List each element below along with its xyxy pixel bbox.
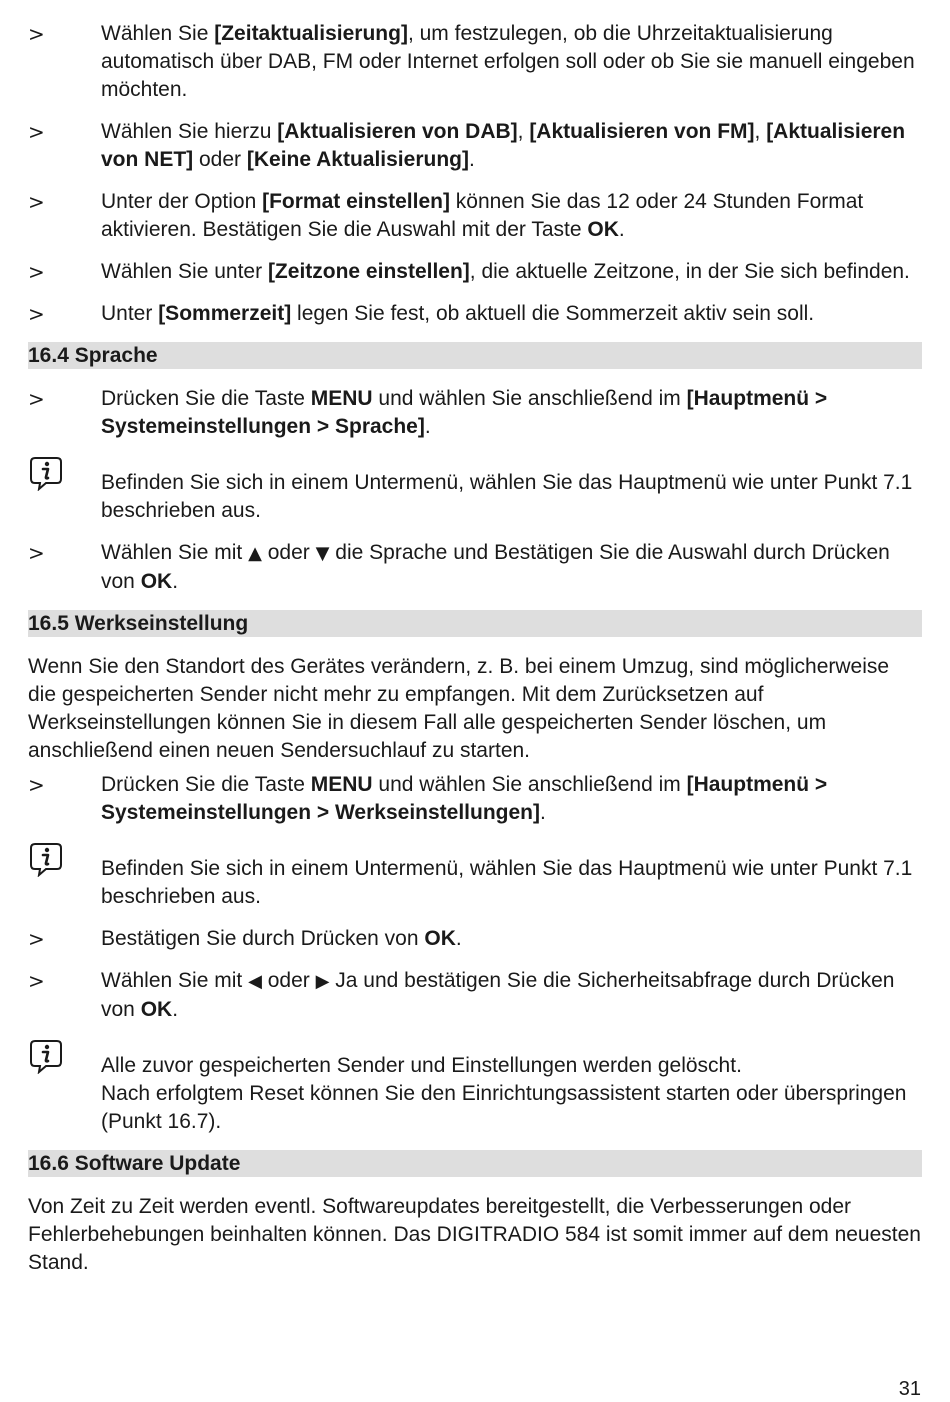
bullet-sommerzeit: > Unter [Sommerzeit] legen Sie fest, ob aktuell die Sommerzeit aktiv sein soll. bbox=[28, 302, 815, 326]
bullet-marker: > bbox=[28, 302, 45, 326]
triangle-down-icon: ▼ bbox=[315, 543, 330, 564]
bullet-marker: > bbox=[28, 773, 45, 797]
bullet-marker: > bbox=[28, 927, 45, 951]
info-icon bbox=[28, 1038, 48, 1074]
info-note-sprache: Befinden Sie sich in einem Untermenü, wählen Sie das Hauptmenü wie unter Punkt 7.1 beschrieben aus. bbox=[28, 455, 922, 525]
werkseinstellung-paragraph: Wenn Sie den Standort des Gerätes verändern, z. B. bei einem Umzug, sind möglicherweise die gespeicherten Sender nicht mehr zu empfangen. Mit dem Zurücksetzen auf Werkseinstellungen können Sie in diesem Fall alle gespeicherten Sender löschen, um anschließend einen neuen Sendersuchlauf zu starten. bbox=[28, 655, 890, 762]
section-heading-sprache: 16.4 Sprache bbox=[28, 342, 922, 369]
bullet-marker: > bbox=[28, 541, 45, 565]
section-heading-software-update: 16.6 Software Update bbox=[28, 1150, 922, 1177]
section-heading-werkseinstellung: 16.5 Werkseinstellung bbox=[28, 610, 922, 637]
bullet-sprache-menu: > Drücken Sie die Taste MENU und wählen Sie anschließend im [Hauptmenü > Systemeinstellungen > Sprache]. bbox=[28, 387, 828, 438]
software-update-paragraph: Von Zeit zu Zeit werden eventl. Softwareupdates bereitgestellt, die Verbesserungen oder Fehlerbehebungen beinhalten können. Das DIGITRADIO 584 ist somit immer auf dem neuesten Stand. bbox=[28, 1195, 921, 1274]
bullet-marker: > bbox=[28, 260, 45, 284]
bullet-marker: > bbox=[28, 120, 45, 144]
bullet-format-einstellen: > Unter der Option [Format einstellen] können Sie das 12 oder 24 Stunden Format aktivieren. Bestätigen Sie die Auswahl mit der Taste OK. bbox=[28, 190, 864, 241]
info-icon bbox=[28, 841, 48, 877]
bullet-marker: > bbox=[28, 190, 45, 214]
bullet-marker: > bbox=[28, 387, 45, 411]
bullet-werkseinstellung-ok: > Bestätigen Sie durch Drücken von OK. bbox=[28, 927, 462, 951]
info-note-reset: Alle zuvor gespeicherten Sender und Einstellungen werden gelöscht. Nach erfolgtem Reset können Sie den Einrichtungsassistent starten oder überspringen (Punkt 16.7). bbox=[28, 1038, 922, 1136]
manual-page bbox=[28, 20, 922, 1283]
bullet-aktualisieren-optionen: > Wählen Sie hierzu [Aktualisieren von DAB], [Aktualisieren von FM], [Aktualisieren von NET] oder [Keine Aktualisierung]. bbox=[28, 120, 906, 171]
bullet-werkseinstellung-ja: > Wählen Sie mit ◀ oder ▶ Ja und bestätigen Sie die Sicherheitsabfrage durch Drücken von OK. bbox=[28, 969, 895, 1021]
bullet-zeitzone: > Wählen Sie unter [Zeitzone einstellen], die aktuelle Zeitzone, in der Sie sich befinden. bbox=[28, 260, 910, 284]
bullet-werkseinstellung-menu: > Drücken Sie die Taste MENU und wählen Sie anschließend im [Hauptmenü > Systemeinstellungen > Werkseinstellungen]. bbox=[28, 773, 828, 824]
page-number: 31 bbox=[898, 1378, 921, 1400]
info-note-werkseinstellung-menu: Befinden Sie sich in einem Untermenü, wählen Sie das Hauptmenü wie unter Punkt 7.1 beschrieben aus. bbox=[28, 841, 922, 911]
triangle-up-icon: ▲ bbox=[248, 543, 262, 564]
bullet-sprache-auswahl: > Wählen Sie mit ▲ oder ▼ die Sprache und Bestätigen Sie die Auswahl durch Drücken von OK. bbox=[28, 541, 890, 593]
info-icon bbox=[28, 455, 48, 491]
bullet-zeitaktualisierung: > Wählen Sie [Zeitaktualisierung], um festzulegen, ob die Uhrzeitaktualisierung automatisch über DAB, FM oder Internet erfolgen soll oder ob Sie sie manuell eingeben möchten. bbox=[28, 22, 915, 101]
bullet-marker: > bbox=[28, 22, 45, 46]
triangle-left-icon: ◀ bbox=[248, 971, 262, 992]
triangle-right-icon: ▶ bbox=[315, 971, 330, 992]
bullet-marker: > bbox=[28, 969, 45, 993]
